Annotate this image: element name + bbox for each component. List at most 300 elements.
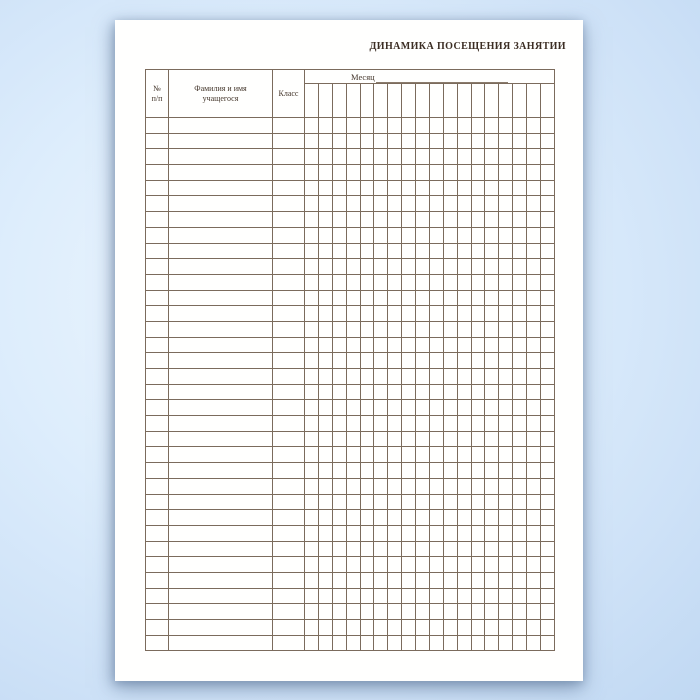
day-cell <box>360 165 374 181</box>
table-row <box>146 510 555 526</box>
day-cell <box>332 290 346 306</box>
cell-name <box>169 133 273 149</box>
day-cell <box>471 337 485 353</box>
cell-class <box>273 259 305 275</box>
day-cell <box>360 133 374 149</box>
table-row <box>146 180 555 196</box>
day-cell <box>527 384 541 400</box>
day-header-cell <box>360 84 374 118</box>
day-cell <box>416 384 430 400</box>
day-cell <box>429 588 443 604</box>
day-cell <box>429 306 443 322</box>
cell-class <box>273 337 305 353</box>
day-cell <box>318 321 332 337</box>
day-cell <box>305 494 319 510</box>
day-cell <box>457 353 471 369</box>
day-cell <box>527 165 541 181</box>
day-cell <box>305 180 319 196</box>
cell-name <box>169 416 273 432</box>
table-row <box>146 259 555 275</box>
day-cell <box>346 635 360 651</box>
day-cell <box>457 165 471 181</box>
day-cell <box>540 337 554 353</box>
day-cell <box>416 259 430 275</box>
day-cell <box>457 243 471 259</box>
cell-number <box>146 133 169 149</box>
day-cell <box>346 384 360 400</box>
day-cell <box>360 259 374 275</box>
day-cell <box>513 416 527 432</box>
day-cell <box>416 321 430 337</box>
day-header-cell <box>346 84 360 118</box>
day-cell <box>402 212 416 228</box>
cell-class <box>273 541 305 557</box>
day-cell <box>429 635 443 651</box>
day-cell <box>457 227 471 243</box>
day-cell <box>527 243 541 259</box>
day-cell <box>540 369 554 385</box>
day-cell <box>471 274 485 290</box>
day-cell <box>485 431 499 447</box>
day-cell <box>499 321 513 337</box>
day-cell <box>416 274 430 290</box>
day-cell <box>402 149 416 165</box>
day-cell <box>305 447 319 463</box>
table-row <box>146 196 555 212</box>
day-cell <box>332 369 346 385</box>
table-row <box>146 321 555 337</box>
cell-number <box>146 557 169 573</box>
day-cell <box>540 510 554 526</box>
day-cell <box>540 290 554 306</box>
day-cell <box>540 196 554 212</box>
cell-name <box>169 180 273 196</box>
day-cell <box>318 525 332 541</box>
day-cell <box>402 478 416 494</box>
day-cell <box>388 337 402 353</box>
day-cell <box>485 243 499 259</box>
day-cell <box>513 510 527 526</box>
cell-class <box>273 321 305 337</box>
day-cell <box>513 604 527 620</box>
day-cell <box>471 604 485 620</box>
day-cell <box>443 212 457 228</box>
day-cell <box>332 463 346 479</box>
day-cell <box>416 369 430 385</box>
day-cell <box>318 494 332 510</box>
day-cell <box>540 149 554 165</box>
day-cell <box>429 274 443 290</box>
day-cell <box>305 416 319 432</box>
cell-number <box>146 259 169 275</box>
day-cell <box>527 431 541 447</box>
day-cell <box>402 353 416 369</box>
day-cell <box>346 478 360 494</box>
day-cell <box>402 306 416 322</box>
day-cell <box>402 321 416 337</box>
day-cell <box>332 494 346 510</box>
day-cell <box>457 212 471 228</box>
cell-name <box>169 494 273 510</box>
day-cell <box>318 165 332 181</box>
day-cell <box>540 259 554 275</box>
day-cell <box>457 149 471 165</box>
day-cell <box>388 604 402 620</box>
day-cell <box>429 478 443 494</box>
day-cell <box>485 259 499 275</box>
day-header-cell <box>513 84 527 118</box>
day-cell <box>360 337 374 353</box>
day-cell <box>346 321 360 337</box>
day-cell <box>416 290 430 306</box>
day-cell <box>471 620 485 636</box>
day-cell <box>305 212 319 228</box>
day-cell <box>305 306 319 322</box>
day-cell <box>457 478 471 494</box>
day-cell <box>485 447 499 463</box>
day-cell <box>513 525 527 541</box>
day-cell <box>527 321 541 337</box>
cell-class <box>273 165 305 181</box>
day-cell <box>471 212 485 228</box>
cell-name <box>169 572 273 588</box>
day-cell <box>388 447 402 463</box>
day-cell <box>457 133 471 149</box>
day-cell <box>443 384 457 400</box>
col-header-name-line1: Фамилия и имя <box>194 84 247 94</box>
day-cell <box>402 635 416 651</box>
day-cell <box>471 478 485 494</box>
day-cell <box>416 463 430 479</box>
day-cell <box>332 118 346 134</box>
table-row <box>146 635 555 651</box>
day-header-cell <box>485 84 499 118</box>
day-cell <box>471 384 485 400</box>
day-cell <box>402 416 416 432</box>
day-cell <box>374 369 388 385</box>
day-cell <box>457 525 471 541</box>
day-cell <box>527 337 541 353</box>
day-cell <box>388 400 402 416</box>
cell-number <box>146 306 169 322</box>
day-cell <box>305 384 319 400</box>
day-cell <box>318 337 332 353</box>
day-cell <box>443 572 457 588</box>
day-cell <box>540 180 554 196</box>
cell-number <box>146 196 169 212</box>
day-cell <box>360 541 374 557</box>
day-cell <box>402 400 416 416</box>
day-cell <box>305 478 319 494</box>
day-cell <box>527 259 541 275</box>
day-cell <box>443 557 457 573</box>
day-cell <box>527 463 541 479</box>
day-cell <box>332 227 346 243</box>
day-cell <box>457 306 471 322</box>
day-cell <box>443 478 457 494</box>
day-cell <box>471 180 485 196</box>
day-cell <box>374 353 388 369</box>
day-cell <box>513 478 527 494</box>
day-cell <box>360 494 374 510</box>
cell-class <box>273 133 305 149</box>
cell-class <box>273 180 305 196</box>
day-cell <box>360 400 374 416</box>
table-row <box>146 384 555 400</box>
day-cell <box>471 149 485 165</box>
day-cell <box>457 196 471 212</box>
day-cell <box>443 149 457 165</box>
day-cell <box>332 337 346 353</box>
day-cell <box>540 118 554 134</box>
cell-number <box>146 227 169 243</box>
month-blank-line <box>376 73 508 83</box>
day-cell <box>540 463 554 479</box>
day-cell <box>471 447 485 463</box>
day-cell <box>346 337 360 353</box>
day-cell <box>360 290 374 306</box>
day-cell <box>360 243 374 259</box>
day-cell <box>429 510 443 526</box>
day-cell <box>485 274 499 290</box>
day-cell <box>416 588 430 604</box>
day-cell <box>527 416 541 432</box>
day-cell <box>374 321 388 337</box>
cell-number <box>146 494 169 510</box>
day-cell <box>318 149 332 165</box>
day-cell <box>499 337 513 353</box>
day-cell <box>305 541 319 557</box>
day-cell <box>388 572 402 588</box>
cell-number <box>146 635 169 651</box>
day-cell <box>388 243 402 259</box>
day-cell <box>429 557 443 573</box>
day-cell <box>540 400 554 416</box>
day-cell <box>485 588 499 604</box>
day-cell <box>527 588 541 604</box>
day-cell <box>346 212 360 228</box>
day-cell <box>443 306 457 322</box>
day-cell <box>332 306 346 322</box>
day-cell <box>305 290 319 306</box>
day-cell <box>374 541 388 557</box>
cell-name <box>169 541 273 557</box>
day-cell <box>374 212 388 228</box>
day-cell <box>332 149 346 165</box>
day-cell <box>485 541 499 557</box>
day-cell <box>416 416 430 432</box>
cell-number <box>146 478 169 494</box>
day-cell <box>374 118 388 134</box>
cell-number <box>146 620 169 636</box>
day-cell <box>457 180 471 196</box>
day-cell <box>305 369 319 385</box>
day-cell <box>513 400 527 416</box>
day-cell <box>540 541 554 557</box>
day-cell <box>443 400 457 416</box>
table-row <box>146 306 555 322</box>
cell-name <box>169 274 273 290</box>
day-cell <box>402 384 416 400</box>
day-cell <box>513 227 527 243</box>
day-cell <box>513 337 527 353</box>
day-cell <box>471 525 485 541</box>
table-row <box>146 541 555 557</box>
day-cell <box>471 588 485 604</box>
cell-class <box>273 478 305 494</box>
day-cell <box>485 604 499 620</box>
day-cell <box>513 447 527 463</box>
day-cell <box>402 133 416 149</box>
day-cell <box>332 588 346 604</box>
day-cell <box>499 447 513 463</box>
day-cell <box>527 369 541 385</box>
cell-class <box>273 620 305 636</box>
day-cell <box>429 494 443 510</box>
day-header-cell <box>416 84 430 118</box>
day-cell <box>388 510 402 526</box>
day-cell <box>513 463 527 479</box>
day-cell <box>416 431 430 447</box>
col-header-number-line2: п/п <box>151 93 163 103</box>
day-cell <box>402 165 416 181</box>
cell-class <box>273 369 305 385</box>
day-cell <box>374 243 388 259</box>
cell-name <box>169 604 273 620</box>
day-cell <box>471 165 485 181</box>
day-cell <box>318 118 332 134</box>
day-cell <box>429 149 443 165</box>
day-cell <box>360 635 374 651</box>
day-cell <box>429 400 443 416</box>
day-cell <box>527 620 541 636</box>
day-cell <box>332 478 346 494</box>
cell-number <box>146 384 169 400</box>
day-cell <box>360 447 374 463</box>
day-cell <box>360 118 374 134</box>
day-cell <box>332 243 346 259</box>
table-row <box>146 369 555 385</box>
page-title: ДИНАМИКА ПОСЕЩЕНИЯ ЗАНЯТИИ <box>369 41 566 52</box>
day-cell <box>527 149 541 165</box>
cell-class <box>273 447 305 463</box>
day-cell <box>305 620 319 636</box>
day-cell <box>429 180 443 196</box>
day-cell <box>471 635 485 651</box>
day-cell <box>513 620 527 636</box>
day-cell <box>305 165 319 181</box>
day-cell <box>360 588 374 604</box>
day-cell <box>416 400 430 416</box>
cell-name <box>169 620 273 636</box>
day-cell <box>499 588 513 604</box>
day-cell <box>540 165 554 181</box>
day-cell <box>374 274 388 290</box>
day-cell <box>485 337 499 353</box>
cell-name <box>169 290 273 306</box>
table-row <box>146 447 555 463</box>
day-cell <box>388 321 402 337</box>
day-cell <box>457 337 471 353</box>
day-cell <box>485 525 499 541</box>
day-cell <box>485 149 499 165</box>
day-cell <box>305 400 319 416</box>
day-cell <box>527 306 541 322</box>
day-cell <box>499 525 513 541</box>
day-cell <box>485 306 499 322</box>
day-cell <box>471 290 485 306</box>
day-cell <box>416 133 430 149</box>
day-header-cell <box>540 84 554 118</box>
day-cell <box>499 259 513 275</box>
day-cell <box>318 227 332 243</box>
day-cell <box>540 274 554 290</box>
day-cell <box>318 447 332 463</box>
day-cell <box>346 463 360 479</box>
day-cell <box>346 259 360 275</box>
day-cell <box>388 212 402 228</box>
day-cell <box>513 118 527 134</box>
day-cell <box>388 353 402 369</box>
day-cell <box>305 337 319 353</box>
day-cell <box>374 306 388 322</box>
cell-name <box>169 337 273 353</box>
cell-name <box>169 369 273 385</box>
day-cell <box>416 306 430 322</box>
day-cell <box>429 133 443 149</box>
day-cell <box>374 447 388 463</box>
day-cell <box>388 274 402 290</box>
day-cell <box>527 290 541 306</box>
table-row <box>146 494 555 510</box>
day-cell <box>527 525 541 541</box>
day-cell <box>305 196 319 212</box>
day-cell <box>332 447 346 463</box>
day-cell <box>499 196 513 212</box>
day-cell <box>416 353 430 369</box>
day-cell <box>360 306 374 322</box>
day-cell <box>457 118 471 134</box>
day-cell <box>457 400 471 416</box>
day-cell <box>457 384 471 400</box>
day-cell <box>388 463 402 479</box>
day-cell <box>402 572 416 588</box>
day-cell <box>499 478 513 494</box>
cell-name <box>169 306 273 322</box>
day-cell <box>429 196 443 212</box>
day-cell <box>499 572 513 588</box>
day-cell <box>499 133 513 149</box>
cell-name <box>169 384 273 400</box>
day-cell <box>416 180 430 196</box>
cell-number <box>146 353 169 369</box>
day-cell <box>513 259 527 275</box>
cell-name <box>169 212 273 228</box>
day-cell <box>443 165 457 181</box>
day-cell <box>388 635 402 651</box>
day-cell <box>360 227 374 243</box>
table-row <box>146 525 555 541</box>
day-cell <box>540 416 554 432</box>
day-header-cell <box>388 84 402 118</box>
day-cell <box>499 290 513 306</box>
day-cell <box>305 557 319 573</box>
cell-class <box>273 243 305 259</box>
day-cell <box>429 525 443 541</box>
day-cell <box>540 133 554 149</box>
table-row <box>146 118 555 134</box>
cell-name <box>169 165 273 181</box>
